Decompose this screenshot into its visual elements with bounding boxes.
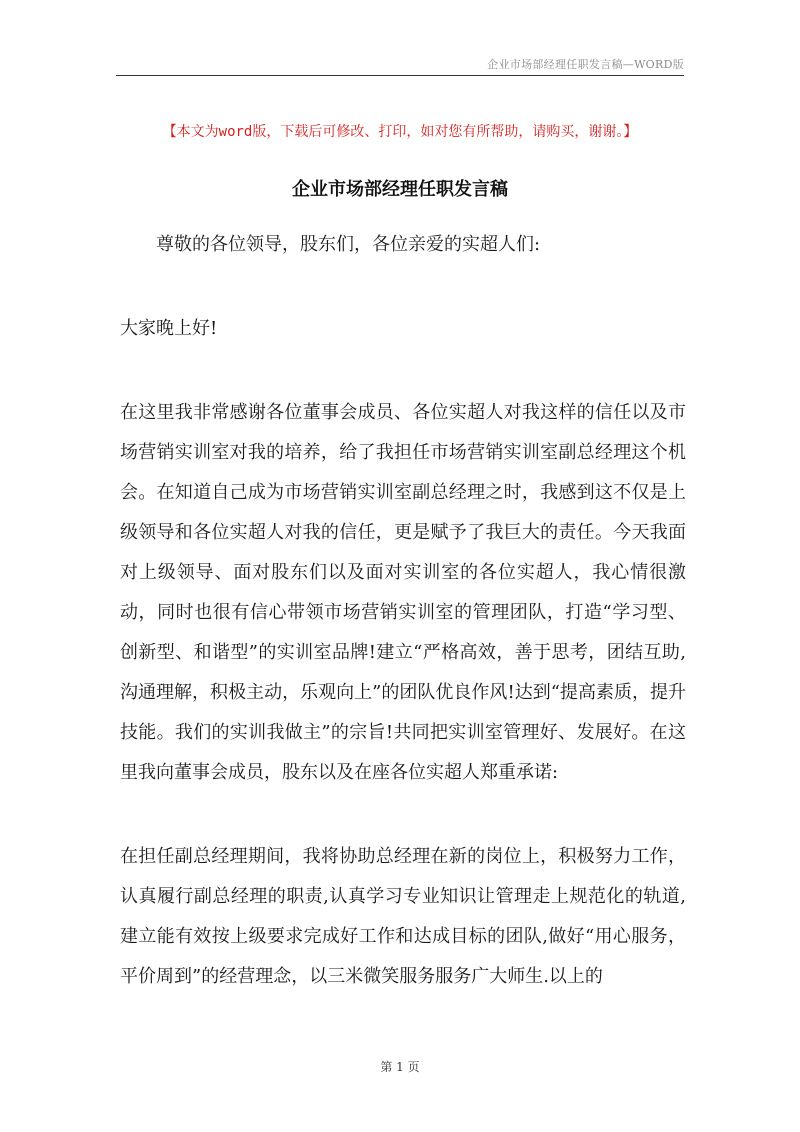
greeting: 大家晚上好! bbox=[120, 318, 218, 339]
document-title: 企业市场部经理任职发言稿 bbox=[292, 179, 508, 200]
document-body bbox=[120, 225, 686, 997]
page-number: 第 1 页 bbox=[380, 1060, 420, 1074]
body-paragraph-1: 在这里我非常感谢各位董事会成员、各位实超人对我这样的信任以及市场营销实训室对我的培养，给了我担任市场营销实训室副总经理这个机会。在知道自己成为市场营销实训室副总经理之时，我感到这不仅是上级领导和各位实超人对我的信任，更是赋予了我巨大的责任。今天我面对上级领导、面对股东们以及面对实训室的各位实超人，我心情很激动，同时也很有信心带领市场营销实训室的管理团队，打造“学习型、创新型、和谐型”的实训室品牌!建立“严格高效，善于思考，团结互助,沟通理解，积极主动，乐观向上”的团队优良作风!达到“提高素质，提升技能。我们的实训我做主”的宗旨!共同把实训室管理好、发展好。在这里我向董事会成员，股东以及在座各位实超人郑重承诺: bbox=[120, 402, 686, 783]
running-header: 企业市场部经理任职发言稿—WORD版 bbox=[487, 58, 684, 71]
header-divider bbox=[116, 75, 684, 76]
salutation: 尊敬的各位领导，股东们，各位亲爱的实超人们: bbox=[156, 234, 541, 255]
download-notice: 【本文为word版，下载后可修改、打印，如对您有所帮助，请购买，谢谢。】 bbox=[162, 124, 638, 140]
body-paragraph-2: 在担任副总经理期间，我将协助总经理在新的岗位上，积极努力工作，认真履行副总经理的职责,认真学习专业知识让管理走上规范化的轨道,建立能有效按上级要求完成好工作和达成目标的团队,做好“用心服务，平价周到”的经营理念，以三米微笑服务服务广大师生.以上的 bbox=[120, 846, 686, 987]
